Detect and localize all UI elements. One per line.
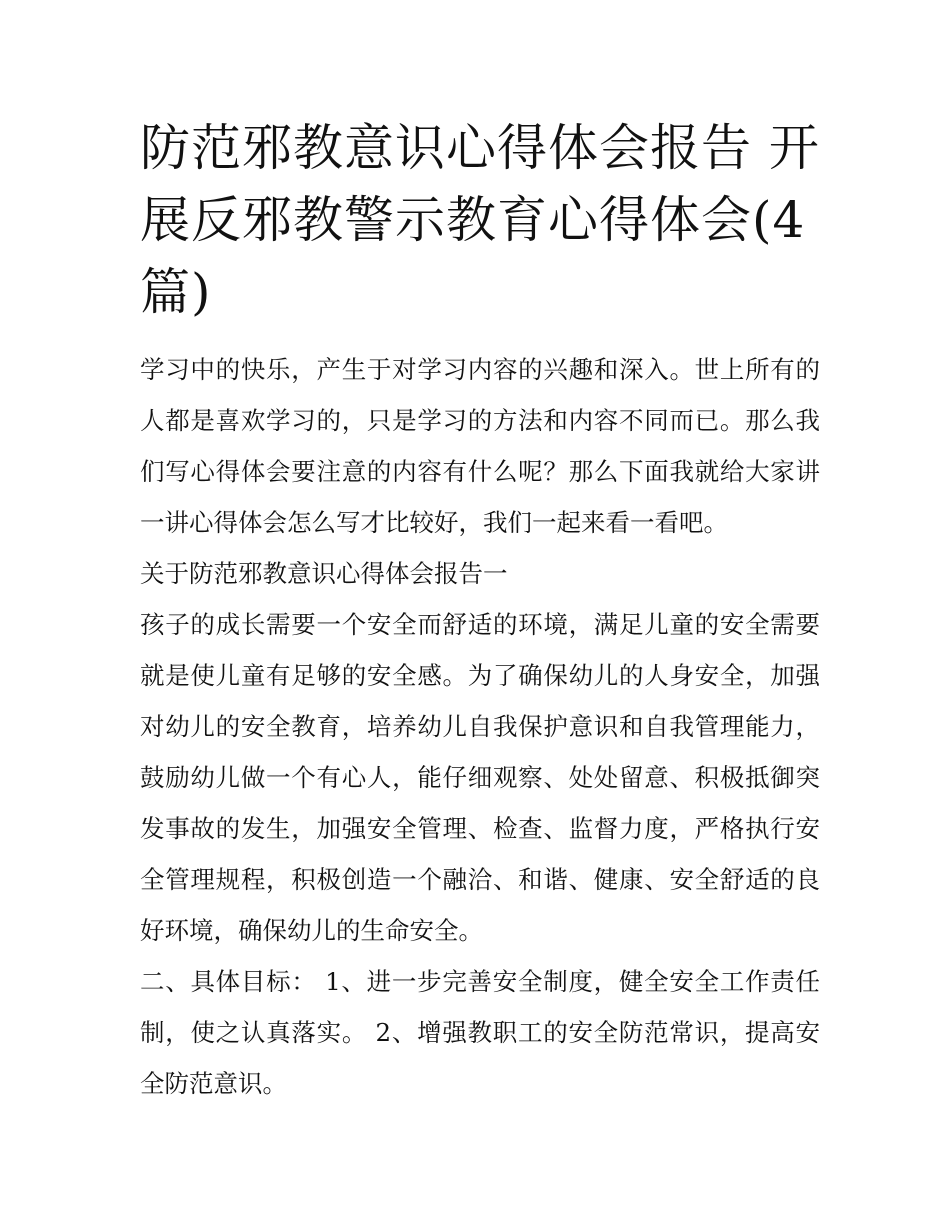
section-heading: 关于防范邪教意识心得体会报告一	[140, 559, 508, 588]
document-title: 防范邪教意识心得体会报告 开展反邪教警示教育心得体会(4篇)	[140, 119, 820, 321]
goals-paragraph: 二、具体目标： 1、进一步完善安全制度，健全安全工作责任制，使之认真落实。 2、增强教职工的安全防范常识，提高安全防范意识。	[140, 967, 820, 1098]
intro-paragraph: 学习中的快乐，产生于对学习内容的兴趣和深入。世上所有的人都是喜欢学习的，只是学习的方法和内容不同而已。那么我们写心得体会要注意的内容有什么呢？那么下面我就给大家讲一讲心得体会怎么写才比较好，我们一起来看一看吧。	[140, 355, 820, 537]
body-paragraph: 孩子的成长需要一个安全而舒适的环境，满足儿童的安全需要就是使儿童有足够的安全感。为了确保幼儿的人身安全，加强对幼儿的安全教育，培养幼儿自我保护意识和自我管理能力，鼓励幼儿做一个有心人，能仔细观察、处处留意、积极抵御突发事故的发生，加强安全管理、检查、监督力度，严格执行安全管理规程，积极创造一个融洽、和谐、健康、安全舒适的良好环境，确保幼儿的生命安全。	[140, 610, 820, 945]
document-page	[140, 112, 820, 1109]
